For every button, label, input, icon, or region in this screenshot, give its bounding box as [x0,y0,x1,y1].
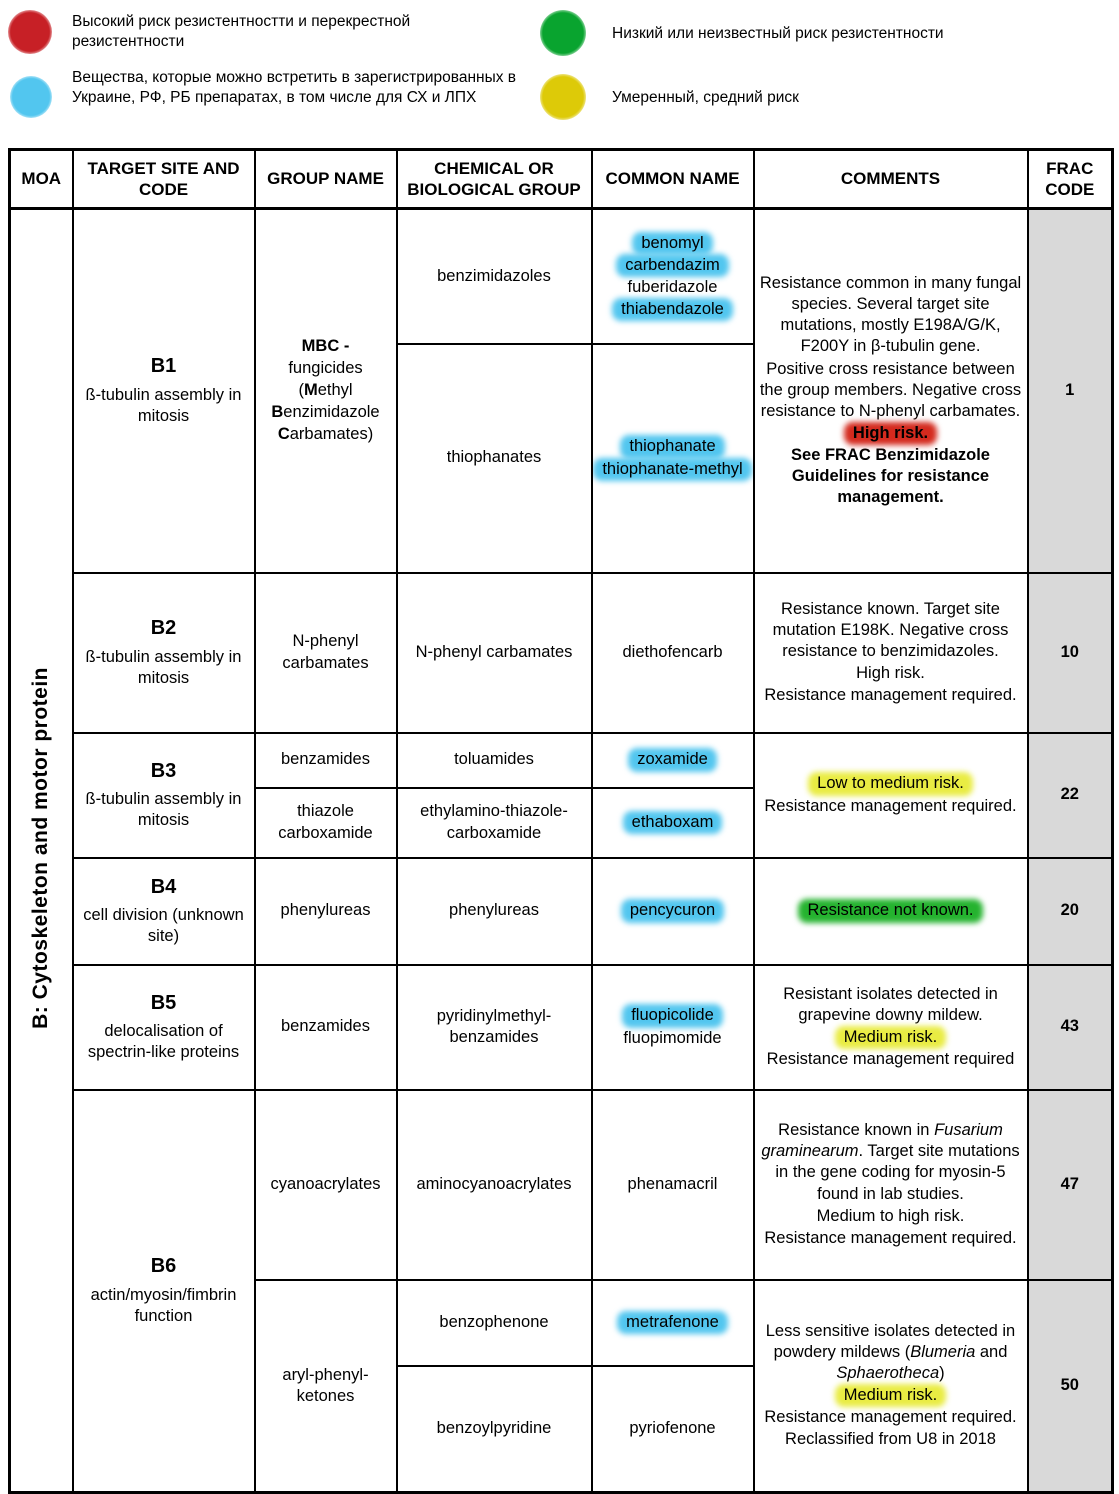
b4-frac-code: 20 [1028,858,1113,965]
b2-code: B2 [150,617,177,640]
b2-comments-cell [754,573,1028,733]
b4-code: B4 [150,875,177,898]
b4-site: cell division (unknown site) [83,906,244,946]
rich-line [597,749,749,770]
b5-group-cell: benzamides [255,965,397,1090]
rich-line [597,812,749,833]
b6-comments-47 [754,1090,1028,1280]
text-segment: phenamacril [627,1174,718,1193]
highlighted-text: metrafenone [624,1312,721,1333]
rich-line [759,663,1023,684]
text-segment: MBC - [301,336,350,355]
table-row [10,733,1113,788]
b6-commons-pyriofenone [592,1366,754,1493]
rich-line [597,1174,749,1195]
highlighted-text: pencycuron [628,900,717,921]
table-row [10,573,1113,733]
b1-target-cell [73,209,255,573]
b5-commons-cell [592,965,754,1090]
b6-chemical-aminocyanoacrylates: aminocyanoacrylates [397,1090,592,1280]
b2-frac-code: 10 [1028,573,1113,733]
rich-line [759,359,1023,422]
b2-chemical-cell: N-phenyl carbamates [397,573,592,733]
rich-line [597,900,749,921]
b6-commons-phenamacril [592,1090,754,1280]
text-segment: Reclassified from U8 in 2018 [785,1430,996,1449]
text-segment: arbamates) [289,425,374,444]
moa-cell [10,209,73,1493]
header-frac-code: FRAC CODE [1028,150,1113,209]
b3-commons-ethaboxam [592,788,754,858]
b3-code: B3 [150,759,177,782]
b4-commons-cell [592,858,754,965]
text-segment: and [975,1343,1008,1362]
text-segment: fuberidazole [627,277,718,296]
rich-line [260,336,392,357]
highlighted-text: thiophanate [627,436,717,457]
rich-line [759,1228,1023,1249]
text-segment: Resistance management required. [764,1228,1017,1247]
b5-target-cell [73,965,255,1090]
rich-line [260,380,392,401]
registered-substances-dot-icon [10,76,52,118]
header-common-name: COMMON NAME [592,150,754,209]
rich-line [597,277,749,298]
legend-item-high-risk [8,10,447,54]
highlighted-text: High risk. [851,423,930,444]
text-segment: ( [298,381,304,400]
b3-chemical-ethylamino: ethylamino-thiazole-carboxamide [397,788,592,858]
rich-line [759,796,1023,817]
text-segment: M [303,381,318,400]
table-row [10,209,1113,344]
legend-item-medium-risk [540,74,799,120]
b6-comments-50 [754,1280,1028,1493]
b5-site: delocalisation of spectrin-like proteins [87,1022,240,1062]
text-segment: Sphaerotheca [836,1364,940,1383]
b6-chemical-benzoylpyridine: benzoylpyridine [397,1366,592,1493]
b1-commons-thiophanates [592,344,754,573]
medium-risk-dot-icon [540,74,586,120]
header-comments: COMMENTS [754,150,1028,209]
rich-line [759,1027,1023,1048]
b6-frac-code-50: 50 [1028,1280,1113,1493]
highlighted-text: carbendazim [623,255,721,276]
b6-frac-code-47: 47 [1028,1090,1113,1280]
header-target-site: TARGET SITE AND CODE [73,150,255,209]
highlighted-text: thiophanate-methyl [600,459,744,480]
b3-commons-zoxamide [592,733,754,788]
b3-site: ß-tubulin assembly in mitosis [85,790,242,830]
b6-chemical-benzophenone: benzophenone [397,1280,592,1366]
rich-line [759,1206,1023,1227]
rich-line [260,402,392,423]
rich-line [759,900,1023,921]
rich-line [597,1312,749,1333]
rich-line [597,1005,749,1026]
highlighted-text: thiabendazole [619,299,726,320]
b1-code: B1 [150,355,177,378]
text-segment: enzimidazole [283,403,380,422]
rich-line [260,358,392,379]
b5-frac-code: 43 [1028,965,1113,1090]
text-segment: Resistance known in [778,1121,935,1140]
legend [0,0,1119,148]
text-segment: pyriofenone [629,1419,716,1438]
b5-comments-cell [754,965,1028,1090]
legend-item-low-risk [540,10,944,56]
text-segment: C [277,425,290,444]
legend-label-high-risk: Высокий риск резистентностти и перекрестной резистентности [72,13,411,51]
text-segment: Less sensitive isolates detected in powdery mildews ( [765,1321,1016,1362]
header-row [10,150,1113,209]
rich-line [597,642,749,663]
b1-chemical-thiophanates: thiophanates [397,344,592,573]
low-risk-dot-icon [540,10,586,56]
b4-comments-cell [754,858,1028,965]
frac-table [8,148,1114,1494]
rich-line [759,1429,1023,1450]
highlighted-text: benomyl [639,233,705,254]
table-row [10,1090,1113,1280]
rich-line [759,773,1023,794]
b4-chemical-cell: phenylureas [397,858,592,965]
moa-label: B: Cytoskeleton and motor protein [28,666,52,1029]
b3-comments-cell [754,733,1028,858]
text-segment: Resistance management required. [764,796,1017,815]
header-moa: MOA [10,150,73,209]
highlighted-text: zoxamide [635,749,710,770]
text-segment: diethofencarb [622,642,723,661]
b2-group-cell: N-phenyl carbamates [255,573,397,733]
text-segment: Resistance management required [766,1050,1015,1069]
highlighted-text: Medium risk. [842,1027,940,1048]
text-segment: Resistance management required. [764,686,1017,705]
rich-line [759,445,1023,508]
text-segment: ethyl [317,381,353,400]
b1-group-cell [255,209,397,573]
text-segment: Resistance management required. [764,1408,1017,1427]
text-segment: High risk. [856,664,925,683]
b3-group-benzamides: benzamides [255,733,397,788]
highlighted-text: ethaboxam [630,812,716,833]
legend-label-registered-substances: Вещества, которые можно встретить в зарегистрированных в Украине, РФ, РБ препаратах, в том числе для СХ и ЛПХ [72,69,517,107]
rich-line [759,1407,1023,1428]
b1-chemical-benzimidazoles: benzimidazoles [397,209,592,344]
table-row [10,858,1113,965]
b6-group-aryl-phenyl-ketones: aryl-phenyl-ketones [255,1280,397,1493]
legend-item-registered-substances [10,68,537,118]
b3-target-cell [73,733,255,858]
header-chemical-group: CHEMICAL OR BIOLOGICAL GROUP [397,150,592,209]
table-row [10,965,1113,1090]
b2-target-cell [73,573,255,733]
b6-commons-metrafenone [592,1280,754,1366]
text-segment: . Target site mutations in the gene coding for myosin-5 found in lab studies. [775,1142,1020,1203]
b2-commons-cell [592,573,754,733]
rich-line [759,1120,1023,1204]
rich-line [597,299,749,320]
b5-code: B5 [150,991,177,1014]
rich-line [597,255,749,276]
rich-line [759,1385,1023,1406]
rich-line [759,984,1023,1026]
rich-line [759,1321,1023,1384]
b6-target-cell [73,1090,255,1493]
rich-line [597,459,749,480]
text-segment: ) [939,1364,945,1383]
text-segment: Positive cross resistance between the group members. Negative cross resistance to N-phenyl carbamates. [759,359,1022,420]
rich-line [759,423,1023,444]
legend-label-low-risk: Низкий или неизвестный риск резистентности [612,25,944,42]
high-risk-dot-icon [8,10,52,54]
text-segment: B [271,403,284,422]
rich-line [597,233,749,254]
b4-target-cell [73,858,255,965]
text-segment: Resistance known. Target site mutation E198K. Negative cross resistance to benzimidazoles. [772,599,1009,660]
b1-frac-code: 1 [1028,209,1113,573]
b1-site: ß-tubulin assembly in mitosis [85,385,242,426]
b1-commons-benzimidazoles [592,209,754,344]
b6-site: actin/myosin/fimbrin function [90,1285,237,1326]
rich-line [597,436,749,457]
legend-label-medium-risk: Умеренный, средний риск [612,89,799,106]
b5-chemical-cell: pyridinylmethyl-benzamides [397,965,592,1090]
text-segment: Resistant isolates detected in grapevine downy mildew. [783,984,998,1024]
text-segment: fungicides [288,359,363,378]
text-segment: Fusarium graminearum [761,1121,1003,1161]
text-segment: See FRAC Benzimidazole Guidelines for resistance management. [791,446,990,507]
rich-line [597,1418,749,1439]
highlighted-text: Resistance not known. [805,900,975,921]
header-group-name: GROUP NAME [255,150,397,209]
b2-site: ß-tubulin assembly in mitosis [85,647,242,687]
b1-comments-cell [754,209,1028,573]
text-segment: Resistance common in many fungal species. Several target site mutations, mostly E198A/G/K, F200Y in β-tubulin gene. [759,274,1022,356]
b3-chemical-toluamides: toluamides [397,733,592,788]
highlighted-text: Low to medium risk. [815,773,966,794]
text-segment: fluopimomide [623,1028,722,1047]
highlighted-text: fluopicolide [629,1005,716,1026]
rich-line [759,685,1023,706]
text-segment: Blumeria [910,1343,976,1362]
b6-group-cyanoacrylates: cyanoacrylates [255,1090,397,1280]
b3-group-thiazole: thiazole carboxamide [255,788,397,858]
b4-group-cell: phenylureas [255,858,397,965]
rich-line [597,1028,749,1049]
b6-code: B6 [150,1255,177,1278]
rich-line [260,424,392,445]
rich-line [759,1049,1023,1070]
rich-line [759,599,1023,662]
b3-frac-code: 22 [1028,733,1113,858]
rich-line [759,273,1023,357]
text-segment: Medium to high risk. [816,1206,965,1225]
highlighted-text: Medium risk. [842,1385,940,1406]
